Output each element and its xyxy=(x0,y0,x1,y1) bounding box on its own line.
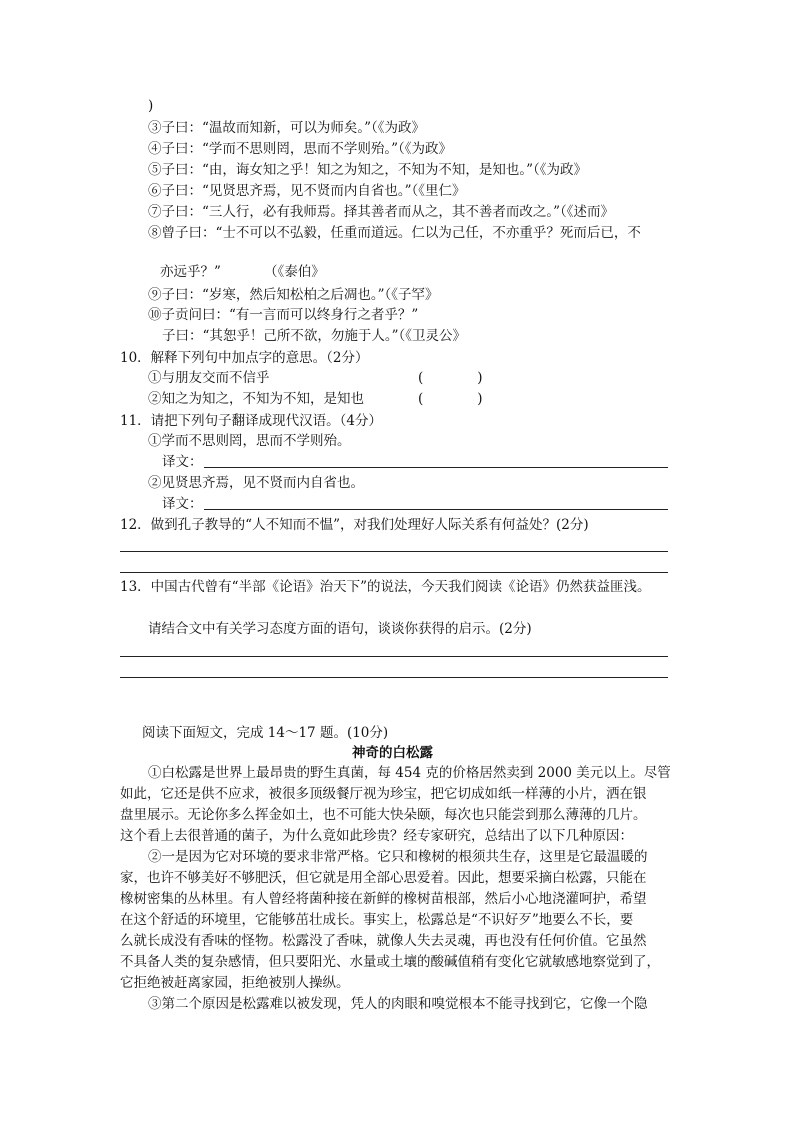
quote-line: ③子曰：“温故而知新，可以为师矣。”（《为政》 xyxy=(148,120,426,136)
passage-line: 盘里展示。无论你多么挥金如土，也不可能大快朵颐，每次也只能尝到那么薄薄的几片。 xyxy=(120,807,647,823)
question-11-item: ②见贤思齐焉，见不贤而内自省也。 xyxy=(148,475,364,491)
answer-line[interactable] xyxy=(120,677,668,678)
answer-blank[interactable]: ( ) xyxy=(418,391,483,407)
quote-line: ) xyxy=(148,98,154,114)
translation-label: 译文： xyxy=(162,454,203,470)
quote-line: ⑥子曰：“见贤思齐焉，见不贤而内自省也。”（《里仁》 xyxy=(148,183,466,199)
question-13-prompt: 13．中国古代曾有“半部《论语》治天下”的说法，今天我们阅读《论语》仍然获益匪浅。 xyxy=(120,579,651,595)
answer-line[interactable] xyxy=(204,509,668,510)
question-10-prompt: 10．解释下列句中加点字的意思。（2分） xyxy=(120,350,369,366)
passage-line: 家，也许不够美好不够肥沃，但它就是用全部心思爱着。因此，想要采摘白松露，只能在 xyxy=(120,870,647,886)
quote-line: ⑧曾子曰：“士不可以不弘毅，任重而道远。仁以为己任，不亦重乎？死而后已，不 xyxy=(148,225,641,241)
quote-line: ⑤子曰：“由，诲女知之乎！知之为知之，不知为不知，是知也。”（《为政》 xyxy=(148,162,588,178)
passage-line: 不具备人类的复杂感情，但只要阳光、水量或土壤的酸碱值稍有变化它就敏感地察觉到了， xyxy=(120,954,660,970)
question-11-prompt: 11．请把下列句子翻译成现代汉语。（4分） xyxy=(120,413,383,429)
quote-line: ④子曰：“学而不思则罔，思而不学则殆。”（《为政》 xyxy=(148,141,453,157)
answer-line[interactable] xyxy=(120,572,668,573)
quote-line: 亦远乎？” xyxy=(160,264,221,280)
passage-line: ①白松露是世界上最昂贵的野生真菌，每 454 克的价格居然卖到 2000 美元以上。尽管 xyxy=(148,765,671,781)
passage-line: 橡树密集的丛林里。有人曾经将菌种接在新鲜的橡树苗根部，然后小心地浇灌呵护，希望 xyxy=(120,891,647,907)
passage-line: 在这个舒适的环境里，它能够茁壮成长。事实上，松露总是“不识好歹”地要么不长，要 xyxy=(120,912,634,928)
quote-line: ⑦子曰：“三人行，必有我师焉。择其善者而从之，其不善者而改之。”（《述而》 xyxy=(148,204,615,220)
question-12-prompt: 12．做到孔子教导的“人不知而不愠”，对我们处理好人际关系有何益处？(2分) xyxy=(120,517,589,533)
passage-line: 这个看上去很普通的菌子，为什么竟如此珍贵？经专家研究，总结出了以下几种原因： xyxy=(120,828,633,844)
answer-line[interactable] xyxy=(204,467,668,468)
passage-line: 如此，它还是供不应求，被很多顶级餐厅视为珍宝，把它切成如纸一样薄的小片，洒在银 xyxy=(120,786,647,802)
question-10-item: ②知之为知之，不知为不知，是知也 xyxy=(148,391,364,407)
quote-line: 子曰：“其恕乎！己所不欲，勿施于人。”（《卫灵公》 xyxy=(162,328,467,344)
passage-line: 它拒绝被赶离家园，拒绝被别人操纵。 xyxy=(120,975,350,991)
answer-line[interactable] xyxy=(120,656,668,657)
question-11-item: ①学而不思则罔，思而不学则殆。 xyxy=(148,433,351,449)
answer-line[interactable] xyxy=(120,551,668,552)
passage-line: ③第二个原因是松露难以被发现，凭人的肉眼和嗅觉根本不能寻找到它，它像一个隐 xyxy=(148,996,648,1012)
question-10-item: ①与朋友交而不信乎 xyxy=(148,370,270,386)
question-13-sub: 请结合文中有关学习态度方面的语句，谈谈你获得的启示。(2分) xyxy=(148,621,532,637)
answer-blank[interactable]: ( ) xyxy=(418,370,483,386)
quote-line: ⑨子曰：“岁寒，然后知松柏之后凋也。”（《子罕》 xyxy=(148,287,439,303)
translation-label: 译文： xyxy=(162,496,203,512)
quote-source: （《泰伯》 xyxy=(264,264,325,280)
passage-title: 神奇的白松露 xyxy=(352,745,433,761)
reading-intro: 阅读下面短文，完成 14～17 题。(10分) xyxy=(142,725,389,741)
passage-line: 么就长成没有香味的怪物。松露没了香味，就像人失去灵魂，再也没有任何价值。它虽然 xyxy=(120,933,647,949)
quote-line: ⑩子贡问曰：“有一言而可以终身行之者乎？” xyxy=(148,307,419,323)
passage-line: ②一是因为它对环境的要求非常严格。它只和橡树的根须共生存，这里是它最温暖的 xyxy=(148,849,648,865)
